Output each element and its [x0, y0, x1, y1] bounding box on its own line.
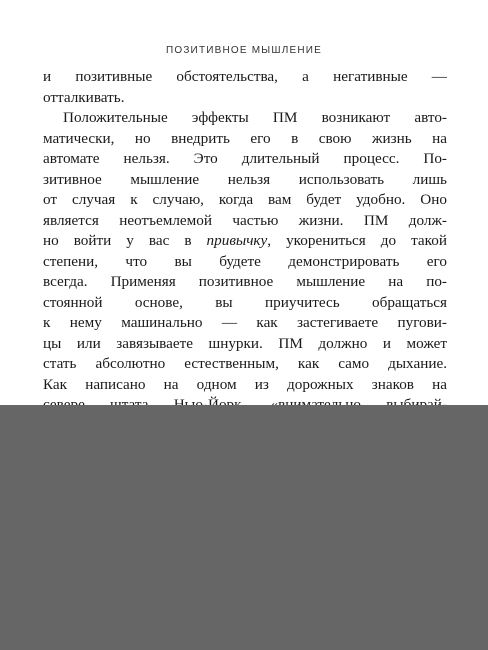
- text-span: и позитивные обстоятельства, а негативные —: [43, 68, 447, 85]
- text-line: [43, 252, 447, 273]
- running-head: ПОЗИТИВНОЕ МЫШЛЕНИЕ: [165, 45, 323, 56]
- text-line: [43, 108, 447, 129]
- text-line: [43, 149, 447, 170]
- text-line: [43, 129, 447, 150]
- text-span: степени, что вы будете демонстрировать его: [43, 252, 447, 270]
- text-span: стать абсолютно естественным, как само дыхание.: [43, 355, 447, 372]
- text-span: стоянной основе, вы приучитесь обращаться: [43, 293, 447, 311]
- text-line: [43, 293, 447, 314]
- text-line: [43, 354, 447, 375]
- text-line: [43, 67, 447, 88]
- text-span: Положительные эффекты ПМ возникают авто-: [63, 109, 447, 126]
- text-span: к нему машинально — как застегиваете пугови-: [43, 314, 447, 331]
- text-span: автомате нельзя. Это длительный процесс. По-: [43, 150, 447, 167]
- text-span: является неотъемлемой частью жизни. ПМ долж-: [43, 211, 447, 229]
- text-span: от случая к случаю, когда вам будет удобно. Оно: [43, 191, 447, 208]
- text-line: [43, 334, 447, 355]
- text-span: матически, но внедрить его в свою жизнь на: [43, 129, 447, 147]
- text-span: Как написано на одном из дорожных знаков на: [43, 375, 447, 393]
- italic-text: привычку: [206, 232, 268, 249]
- text-span: цы или завязываете шнурки. ПМ должно и может: [43, 334, 447, 352]
- text-line: [43, 313, 447, 334]
- text-span: зитивное мышление нельзя использовать лишь: [43, 170, 447, 188]
- text-line: [43, 88, 447, 109]
- text-line: [43, 375, 447, 396]
- text-span: но войти у вас в: [43, 232, 207, 249]
- text-line: [43, 231, 447, 252]
- text-line: [43, 190, 447, 211]
- text-line: [43, 170, 447, 191]
- gray-overlay: [0, 405, 488, 650]
- text-span: отталкивать.: [43, 88, 125, 106]
- text-span: , укорениться до такой: [267, 232, 447, 249]
- text-line: [43, 272, 447, 293]
- text-line: [43, 211, 447, 232]
- text-span: всегда. Применяя позитивное мышление на по-: [43, 273, 447, 290]
